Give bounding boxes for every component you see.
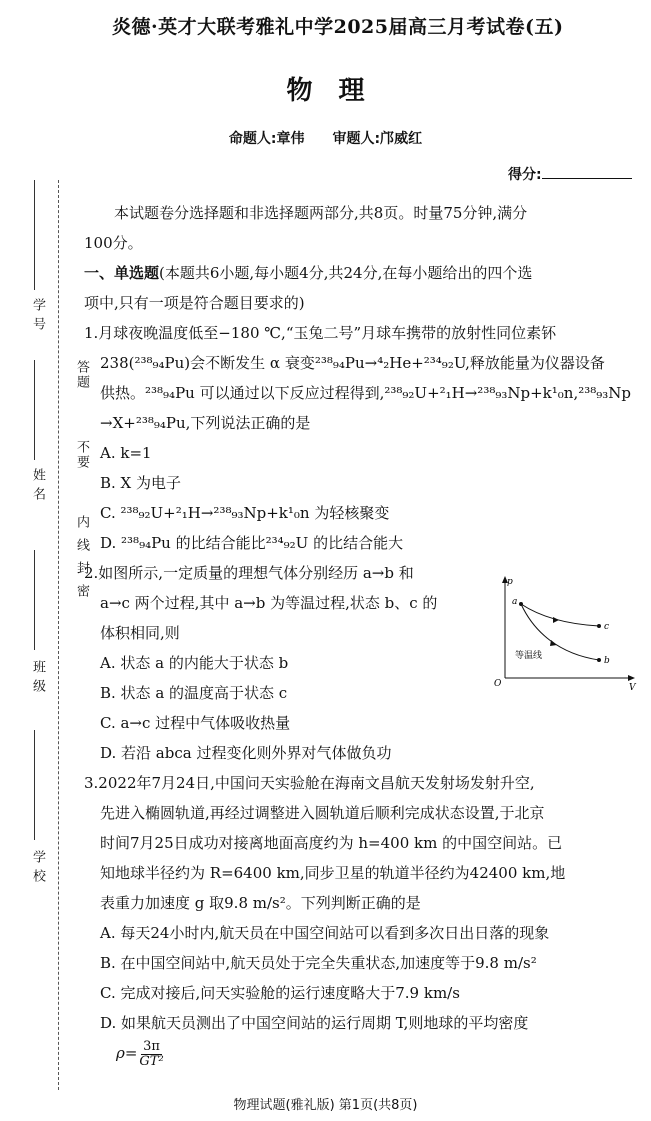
q2-line-1: 2.如图所示,一定质量的理想气体分别经历 a→b 和 — [84, 564, 414, 582]
school-label: 学校 — [30, 850, 45, 888]
q3-option-c: C. 完成对接后,问天实验舱的运行速度略大于7.9 km/s — [100, 984, 460, 1002]
q1-option-a: A. k=1 — [100, 444, 152, 462]
q2-option-d: D. 若沿 abca 过程变化则外界对气体做负功 — [100, 744, 392, 762]
score-field — [508, 164, 632, 184]
q3-option-d: D. 如果航天员测出了中国空间站的运行周期 T,则地球的平均密度 — [100, 1014, 529, 1032]
q2-option-a: A. 状态 a 的内能大于状态 b — [100, 654, 289, 672]
q3-line-3: 时间7月25日成功对接离地面高度约为 h=400 km 的中国空间站。已 — [100, 834, 563, 852]
class-label: 班级 — [30, 660, 45, 698]
q3-line-1: 3.2022年7月24日,中国问天实验舱在海南文昌航天发射场发射升空, — [84, 774, 535, 792]
seal-dashed-line — [58, 180, 59, 1090]
exam-title: 炎德·英才大联考雅礼中学2025届高三月考试卷(五) — [112, 16, 564, 38]
intro-line-2: 100分。 — [84, 234, 143, 252]
q2-line-3: 体积相同,则 — [100, 624, 180, 642]
seal-text-lower: 内线封密 — [74, 515, 89, 607]
pv-diagram — [489, 574, 639, 692]
score-blank — [542, 166, 632, 179]
v-axis-label: V — [629, 683, 636, 692]
a-b-arrow — [550, 640, 557, 646]
point-a — [519, 602, 523, 606]
formula-lhs: ρ= — [116, 1044, 138, 1062]
formula-denominator: GT² — [139, 1053, 164, 1069]
score-label: 得分: — [508, 167, 542, 183]
q2-option-b: B. 状态 a 的温度高于状态 c — [100, 684, 288, 702]
a-c-arrow — [553, 617, 559, 623]
v-axis-arrow — [628, 675, 635, 681]
point-b — [597, 658, 601, 662]
q1-option-d: D. ²³⁸₉₄Pu 的比结合能比²³⁴₉₂U 的比结合能大 — [100, 534, 404, 552]
q3-option-b: B. 在中国空间站中,航天员处于完全失重状态,加速度等于9.8 m/s² — [100, 954, 537, 972]
q3-line-5: 表重力加速度 g 取9.8 m/s²。下列判断正确的是 — [100, 894, 421, 912]
q3-option-a: A. 每天24小时内,航天员在中国空间站可以看到多次日出日落的现象 — [100, 924, 550, 942]
q3-line-2: 先进入椭圆轨道,再经过调整进入圆轨道后顺利完成状态设置,于北京 — [100, 804, 545, 822]
q1-option-c: C. ²³⁸₉₂U+²₁H→²³⁸₉₃Np+k¹₀n 为轻核聚变 — [100, 504, 390, 522]
binding-sidebar — [10, 170, 89, 1090]
school-blank — [34, 730, 35, 840]
section-note-2: 项中,只有一项是符合题目要求的) — [84, 294, 305, 312]
name-blank — [34, 360, 35, 460]
setter-label: 命题人:章伟 — [228, 131, 305, 147]
student-no-label: 学号 — [30, 298, 45, 336]
formula-fraction — [139, 1040, 163, 1069]
intro-line-1: 本试题卷分选择题和非选择题两部分,共8页。时量75分钟,满分 — [114, 204, 528, 222]
name-label: 姓名 — [30, 468, 45, 506]
label-b: b — [604, 656, 610, 666]
q1-line-2: 238(²³⁸₉₄Pu)会不断发生 α 衰变²³⁸₉₄Pu→⁴₂He+²³⁴₉₂U,释放能量为仪器设备 — [100, 354, 605, 372]
isotherm-label: 等温线 — [515, 651, 543, 661]
student-no-blank — [34, 180, 35, 290]
q1-line-1: 1.月球夜晚温度低至−180 ℃,“玉兔二号”月球车携带的放射性同位素钚 — [84, 324, 557, 342]
q3-line-4: 知地球半径约为 R=6400 km,同步卫星的轨道半径约为42400 km,地 — [100, 864, 566, 882]
section-note-1: (本题共6小题,每小题4分,共24分,在每小题给出的四个选 — [159, 264, 533, 282]
subject-title: 物理 — [286, 76, 391, 106]
label-a: a — [512, 597, 518, 607]
origin-label: O — [494, 679, 502, 689]
class-blank — [34, 550, 35, 650]
authors-line — [0, 128, 651, 148]
q1-option-b: B. X 为电子 — [100, 474, 182, 492]
q1-line-4: →X+²³⁸₉₄Pu,下列说法正确的是 — [100, 414, 311, 432]
formula-numerator: 3π — [143, 1038, 160, 1054]
label-c: c — [604, 622, 610, 632]
page-footer: 物理试题(雅礼版) 第1页(共8页) — [233, 1098, 418, 1113]
seal-text-middle: 不要 — [74, 440, 89, 470]
p-axis-label: p — [507, 577, 513, 587]
q2-stem — [84, 558, 484, 678]
q2-line-2: a→c 两个过程,其中 a→b 为等温过程,状态 b、c 的 — [100, 594, 438, 612]
q2-option-c: C. a→c 过程中气体吸收热量 — [100, 714, 291, 732]
q1-line-3: 供热。²³⁸₉₄Pu 可以通过以下反应过程得到,²³⁸₉₂U+²₁H→²³⁸₉₃Np+k¹₀n,²³⁸₉₃Np — [100, 384, 632, 402]
point-c — [597, 624, 601, 628]
section-heading — [84, 258, 636, 288]
density-formula — [84, 1038, 636, 1074]
seal-text-upper: 答题 — [74, 360, 89, 390]
reviewer-label: 审题人:邝威红 — [332, 131, 423, 147]
section-title: 一、单选题 — [84, 264, 160, 282]
